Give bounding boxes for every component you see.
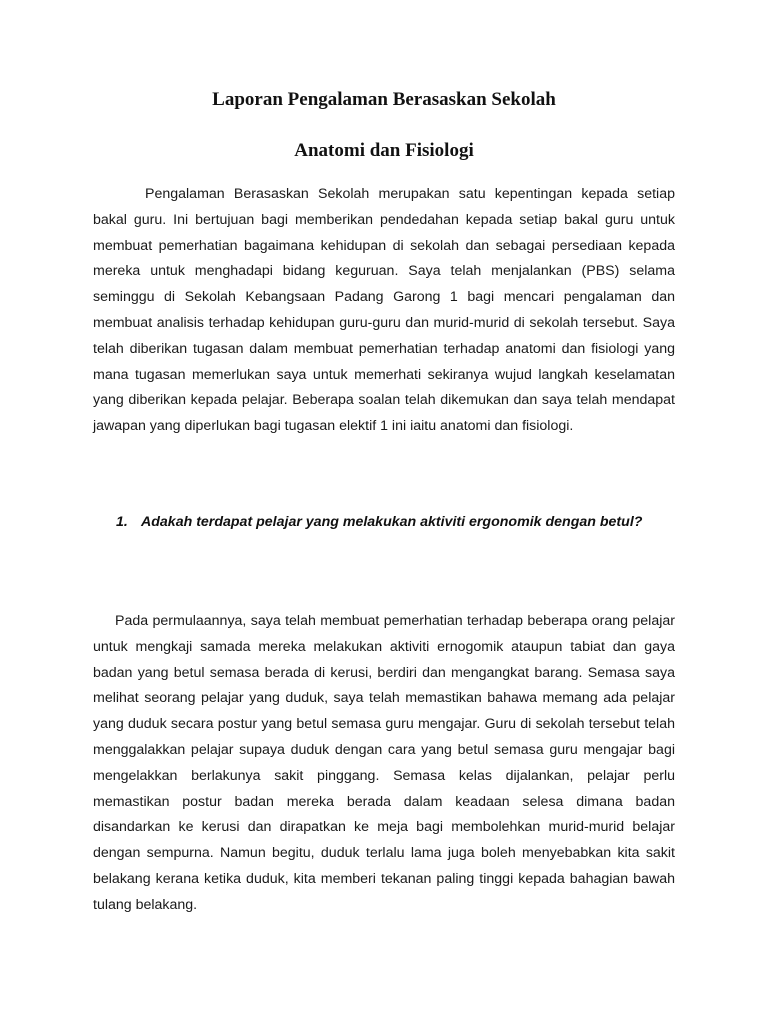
document-title: Laporan Pengalaman Berasaskan Sekolah <box>212 89 556 110</box>
document-subtitle: Anatomi dan Fisiologi <box>294 140 474 161</box>
answer-paragraph: Pada permulaannya, saya telah membuat pemerhatian terhadap beberapa orang pelajar untuk mengkaji samada mereka melakukan aktiviti ernogomik ataupun tabiat dan gaya badan yang betul semasa berada di kerusi, berdiri dan mengangkat barang. Semasa saya melihat seorang pelajar yang duduk, saya telah memastikan bahawa memang ada pelajar yang duduk secara postur yang betul semasa guru mengajar. Guru di sekolah tersebut telah menggalakkan pelajar supaya duduk dengan cara yang betul semasa guru mengajar bagi mengelakkan berlakunya sakit pinggang. Semasa kelas dijalankan, pelajar perlu memastikan postur badan mereka berada dalam keadaan selesa dimana badan disandarkan ke kerusi dan dirapatkan ke meja bagi membolehkan murid-murid belajar dengan sempurna. Namun begitu, duduk terlalu lama juga boleh menyebabkan kita sakit belakang kerana ketika duduk, kita memberi tekanan paling tinggi kepada bahagian bawah tulang belakang. <box>93 613 675 913</box>
intro-paragraph: Pengalaman Berasaskan Sekolah merupakan satu kepentingan kepada setiap bakal guru. Ini bertujuan bagi memberikan pendedahan kepada setiap bakal guru untuk membuat pemerhatian bagaimana kehidupan di sekolah dan sebagai persediaan kepada mereka untuk menghadapi bidang keguruan. Saya telah menjalankan (PBS) selama seminggu di Sekolah Kebangsaan Padang Garong 1 bagi mencari pengalaman dan membuat analisis terhadap kehidupan guru-guru dan murid-murid di sekolah tersebut. Saya telah diberikan tugasan dalam membuat pemerhatian terhadap anatomi dan fisiologi yang mana tugasan memerlukan saya untuk memerhati sekiranya wujud langkah keselamatan yang diberikan kepada pelajar. Beberapa soalan telah dikemukan dan saya telah mendapat jawapan yang diperlukan bagi tugasan elektif 1 ini iaitu anatomi dan fisiologi. <box>93 186 675 435</box>
question-item <box>93 509 675 535</box>
question-text: Adakah terdapat pelajar yang melakukan aktiviti ergonomik dengan betul? <box>141 514 643 530</box>
question-number: 1. <box>116 514 128 530</box>
